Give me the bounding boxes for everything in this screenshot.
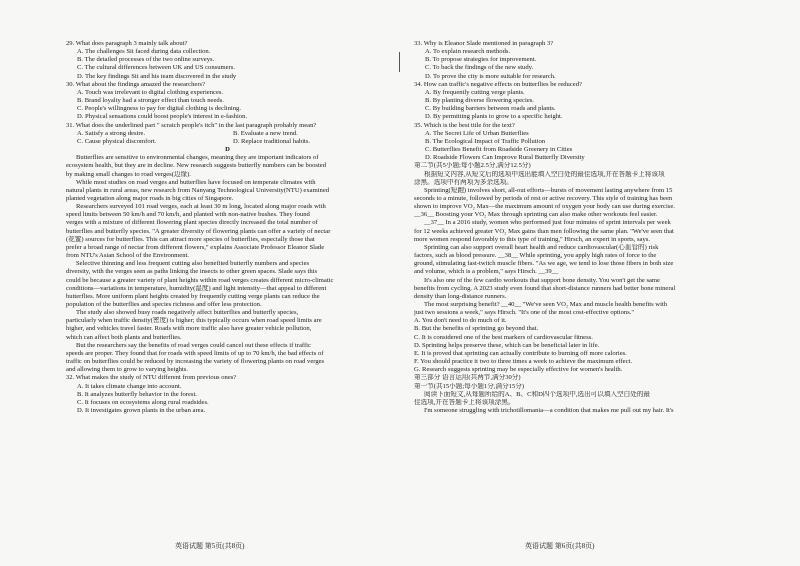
text-line: verges with a mixture of different flowering plant species directly increased the total number of: [66, 219, 318, 227]
option-line: B. To propose strategies for improvement.: [425, 56, 537, 64]
option-text: C. Cause physical discomfort.: [77, 137, 157, 145]
paragraph-line: It's also one of the few cardio workouts that support bone density. You won't get the same: [424, 276, 660, 284]
paragraph-line: Selective thinning and less frequent cutting also benefited butterfly numbers and species: [76, 260, 310, 268]
option-line: A. The challenges Sit faced during data collection.: [77, 48, 211, 56]
paragraph-line: Researchers surveyed 101 road verges, each at least 30 m long, located along major roads with: [76, 203, 326, 211]
text-line: (花蜜) sources for butterflies. This can attract more species of butterflies, especially those that: [66, 235, 315, 243]
question-line: 31. What does the underlined part " scratch people's itch" in the last paragraph probably mean?: [66, 121, 317, 129]
option-line: A. The Secret Life of Urban Butterflies: [425, 129, 529, 137]
text-line: butterflies. More uniform plant heights created by frequently cutting verge plants can reduce the: [66, 292, 320, 300]
option-line: D. Roadside Flowers Can Improve Rural Butterfly Diversity: [425, 154, 585, 162]
paragraph-line: I'm someone struggling with trichotillomania—a condition that makes me pull out my hair. It's: [424, 407, 674, 415]
paragraph-line: The most surprising benefit? __40__ "We've seen VO₂ Max and muscle health benefits with: [424, 301, 668, 308]
text-line: factors, such as blood pressure. __38__ While sprinting, you apply high rates of force to the: [414, 252, 657, 260]
text-line: speed limits between 50 km/h and 70 km/h, and planted with non-native bushes. They found: [66, 211, 310, 219]
question-line: 35. Which is the best title for the text?: [414, 121, 515, 129]
option-line: C. Butterflies Benefit from Roadside Greenery in Cities: [425, 146, 573, 154]
option-line: D. By permitting plants to grow to a specific height.: [425, 113, 563, 121]
option-line: A. To explain research methods.: [425, 48, 511, 56]
paragraph-line: But the researchers say the benefits of road verges could cancel out these effects if traffic: [76, 341, 311, 349]
paragraph-line: 阅读下面短文,从每题所给的A、B、C和D四个选项中,选出可以填入空白处的最: [424, 390, 651, 398]
question-line: 30. What about the findings amazed the researchers?: [66, 80, 206, 88]
question-line: 33. Why is Eleanor Slade mentioned in paragraph 3?: [414, 40, 554, 47]
text-line: B. But the benefits of sprinting go beyond that.: [414, 325, 539, 333]
text-line: for 12 weeks achieved greater VO₂ Max gains than men following the same plan. "We've seen that: [414, 227, 674, 235]
text-line: density than long-distance runners.: [414, 292, 507, 300]
footer-left: 英语试题 第5页(共8页): [175, 542, 245, 550]
right-column: [414, 40, 736, 415]
text-line: conditions—variations in temperature, humidity(湿度) and light intensity—that appeal to different: [66, 284, 327, 292]
option-row: [66, 138, 389, 146]
text-line: benefits from cycling. A 2023 study even found that short-distance runners had better bone mineral: [414, 284, 676, 292]
option-line: B. The detailed processes of the two online surveys.: [77, 56, 215, 64]
text-line: planted vegetation along major roads in big cities of Singapore.: [66, 194, 234, 202]
option-line: B. It analyzes butterfly behavior in the forest.: [77, 390, 197, 398]
text-line: traffic on butterflies could be reduced by increasing the variety of flowering plants on road verges: [66, 358, 325, 366]
text-line: prefer a broad range of nectar from different flowers," explains Associate Professor Eleanor Slade: [66, 243, 325, 251]
option-line: C. People's willingness to pay for digital clothing is declining.: [77, 105, 242, 113]
text-line: more women respond favorably to this type of training," Hirsch, an expert in sports, says.: [414, 235, 650, 243]
text-line: G. Research suggests sprinting may be especially effective for women's health.: [414, 366, 623, 374]
column-divider: [399, 52, 400, 72]
paragraph-line: Butterflies are sensitive to environmental changes, meaning they are important indicators of: [76, 154, 319, 162]
option-line: A. By frequently cutting verge plants.: [425, 88, 525, 96]
text-line: and allowing them to grow to varying heights.: [66, 366, 188, 374]
option-line: A. It takes climate change into account.: [77, 382, 182, 390]
option-line: D. Physical sensations could boost people's interest in e-fashion.: [77, 113, 248, 121]
text-line: F. You should practice it two to three times a week to achieve the maximum effect.: [414, 358, 632, 366]
text-line: butterflies and butterfly species. "A greater diversity of flowering plants can offer a variety of nectar: [66, 227, 331, 235]
paragraph-line: 根据短文内容,从短文后的选项中选出能填入空白处的最佳选项,并在答题卡上将该项: [424, 170, 665, 178]
option-line: A. Touch was irrelevant to digital clothing experiences.: [77, 88, 224, 96]
text-line: particularly when traffic density(密度) is higher; this typically occurs when road speed limits are: [66, 317, 322, 325]
paragraph-line: __37__ In a 2016 study, women who performed just four minutes of sprint intervals per week: [424, 219, 671, 227]
text-line: ground, stimulating fast-twitch muscle fibers. "As we age, we tend to lose those fibers in both size: [414, 260, 674, 268]
text-line: shown to improve VO₂ Max—the maximum amount of oxygen your body can use during exercise.: [414, 203, 675, 211]
text-line: which can affect both plants and butterflies.: [66, 333, 182, 341]
text-line: population of the butterflies and species richness and offer less protection.: [66, 301, 262, 308]
paragraph-line: Sprinting(短跑) involves short, all-out efforts—bursts of movement lasting anywhere from 15: [424, 186, 673, 194]
option-line: C. To back the findings of the new study.: [425, 64, 534, 72]
question-line: 第二节(共5小题;每小题2.5分,满分12.5分): [414, 162, 531, 170]
text-line: and volume, which is a problem," says Hirsch. __39__: [414, 268, 559, 276]
option-line: D. To prove the city is more suitable for research.: [425, 72, 556, 80]
option-row: [66, 130, 389, 138]
option-line: B. By planting diverse flowering species.: [425, 97, 534, 105]
question-line: 第三部分 语言运用(共两节,满分30分): [414, 374, 521, 382]
text-line: could be because a greater variety of plant heights within road verges creates different micro-climatic: [66, 276, 334, 284]
section-heading: D: [225, 146, 230, 154]
paragraph-line: Sprinting can also support overall heart health and reduce cardiovascular(心血管的) risk: [424, 243, 659, 251]
text-line: __36__ Boosting your VO₂ Max through sprinting can also make other workouts feel easier.: [414, 211, 658, 219]
paragraph-line: The study also showed busy roads negatively affect butterflies and butterfly species,: [76, 309, 299, 317]
text-line: seconds to a minute, followed by periods of rest or active recovery. This style of training has been: [414, 194, 673, 202]
option-line: D. It investigates grown plants in the urban area.: [77, 407, 206, 415]
text-line: natural plants in rural areas, new research from Nanyang Technological University(NTU) examined: [66, 186, 330, 194]
option-line: C. By building barriers between roads and plants.: [425, 105, 556, 113]
question-line: 第一节(共15小题;每小题1分,满分15分): [414, 382, 525, 390]
paragraph-line: While most studies on road verges and butterflies have focused on temperate climates with: [76, 178, 316, 186]
option-line: D. The key findings Sit and his team discovered in the study: [77, 72, 237, 80]
text-line: from NTU's Asian School of the Environment.: [66, 252, 189, 260]
option-text: B. Evaluate a new trend.: [233, 129, 298, 137]
text-line: D. Sprinting helps preserve these, which can be beneficial later in life.: [414, 341, 600, 349]
option-text: A. Satisfy a strong desire.: [77, 129, 146, 137]
text-line: E. It is proved that sprinting can actually contribute to burning off more calories.: [414, 349, 627, 357]
option-line: B. Brand loyalty had a stronger effect than touch needs.: [77, 97, 224, 105]
footer-right: 英语试题 第6页(共8页): [525, 542, 595, 550]
text-line: 涂黑。选项中有两项为多余选项。: [414, 178, 513, 186]
text-line: ecosystem health, but they are in decline. New research suggests butterfly numbers can be boosted: [66, 162, 327, 170]
question-line: 32. What makes the study of NTU different from previous ones?: [66, 374, 237, 382]
option-text: D. Replace traditional habits.: [233, 137, 311, 145]
text-line: 佳选项,并在答题卡上将该项涂黑。: [414, 398, 515, 406]
option-line: B. The Ecological Impact of Traffic Pollution: [425, 137, 546, 145]
text-line: by making small changes to road verges(边缘).: [66, 170, 191, 178]
question-line: 34. How can traffic's negative effects on butterflies be reduced?: [414, 80, 582, 88]
text-line: just two sessions a week," says Hirsch. "It's one of the most cost-effective options.": [414, 309, 635, 317]
text-line: diversity, with the verges seen as paths linking the insects to other green spaces. Slade says this: [66, 268, 318, 276]
option-line: C. The cultural differences between UK and US consumers.: [77, 64, 235, 72]
left-column: [66, 40, 389, 415]
option-line: C. It focuses on ecosystems along rural roadsides.: [77, 398, 209, 406]
text-line: C. It is considered one of the best markers of cardiovascular fitness.: [414, 333, 593, 341]
text-line: higher, and vehicles travel faster. Roads with more traffic also have greater vehicle pollution,: [66, 325, 312, 333]
text-line: speeds are proper. They found that for roads with speed limits of up to 70 km/h, the bad effects of: [66, 349, 324, 357]
question-line: 29. What does paragraph 3 mainly talk about?: [66, 40, 188, 47]
text-line: A. You don't need to do much of it.: [414, 317, 507, 325]
